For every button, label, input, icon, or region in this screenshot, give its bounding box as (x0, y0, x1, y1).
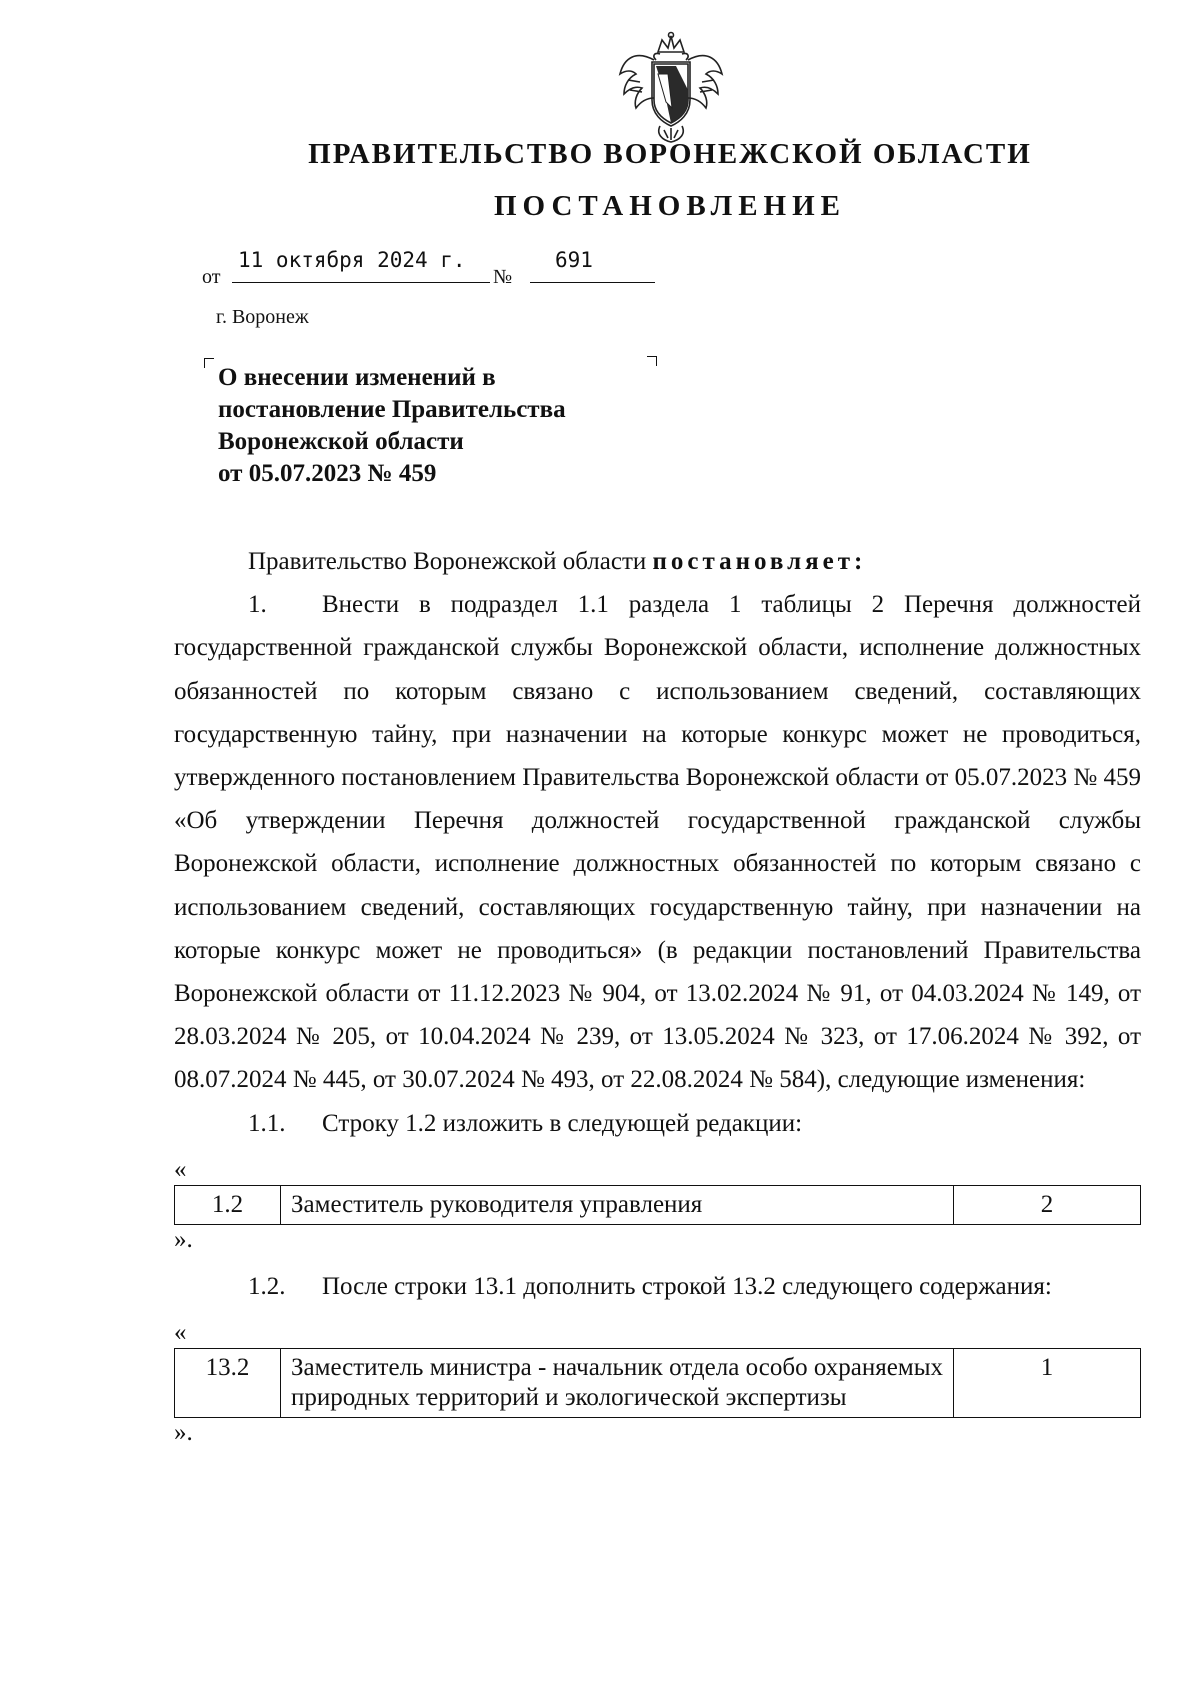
date-underline (232, 282, 490, 283)
number-underline (530, 282, 655, 283)
subject-line: О внесении изменений в (218, 364, 496, 391)
subject-line: постановление Правительства (218, 396, 566, 423)
table-1-close-quote: ». (174, 1225, 193, 1253)
table-row (175, 1185, 1141, 1224)
paragraph-1-2-number: 1.2. (248, 1272, 286, 1300)
table-2-open-quote: « (174, 1319, 187, 1347)
position-title-cell: Заместитель министра - начальник отдела особо охраняемых природных территорий и экологической экспертизы (281, 1349, 954, 1418)
position-count-cell: 1 (954, 1349, 1141, 1418)
document-type-title: ПОСТАНОВЛЕНИЕ (493, 190, 846, 222)
paragraph-1-2 (174, 1265, 1141, 1308)
date-prefix-label: от (202, 266, 221, 288)
coat-of-arms-emblem (616, 30, 726, 145)
row-number-cell: 13.2 (175, 1349, 281, 1418)
organization-title: ПРАВИТЕЛЬСТВО ВОРОНЕЖСКОЙ ОБЛАСТИ (308, 138, 1032, 170)
document-subject (218, 362, 658, 490)
paragraph-1 (174, 583, 1141, 1101)
document-date: 11 октября 2024 г. (238, 248, 466, 272)
document-number: 691 (555, 248, 593, 272)
table-2-close-quote: ». (174, 1419, 193, 1447)
row-number-cell: 1.2 (175, 1185, 281, 1224)
table-row (175, 1349, 1141, 1418)
subject-line: от 05.07.2023 № 459 (218, 460, 437, 487)
table-1-open-quote: « (174, 1155, 187, 1183)
city-label: г. Воронеж (216, 306, 309, 328)
paragraph-1-1-text: Строку 1.2 изложить в следующей редакции: (322, 1109, 803, 1137)
decree-keyword: постановляет: (652, 548, 867, 575)
paragraph-1-1-number: 1.1. (248, 1109, 286, 1137)
subject-line: Воронежской области (218, 428, 464, 455)
position-count-cell: 2 (954, 1185, 1141, 1224)
document-body (174, 540, 1141, 1448)
intro-paragraph (174, 540, 1141, 583)
number-prefix-label: № (493, 266, 513, 288)
paragraph-1-number: 1. (248, 591, 267, 619)
position-table-1 (174, 1185, 1141, 1225)
intro-text: Правительство Воронежской области (248, 548, 653, 575)
position-table-2 (174, 1348, 1141, 1418)
position-title-cell: Заместитель руководителя управления (281, 1185, 954, 1224)
subject-corner-left (204, 358, 214, 368)
paragraph-1-text: Внести в подраздел 1.1 раздела 1 таблицы 2 Перечня должностей государственной гражданской службы Воронежской области, исполнение должностных обязанностей по которым связано с использованием сведений, составляющих государственную тайну, при назначении на которые конкурс может не проводиться, утвержденного постановлением Правительства Воронежской области от 05.07.2023 № 459 «Об утверждении Перечня должностей государственной гражданской службы Воронежской области, исполнение должностных обязанностей по которым связано с использованием сведений, составляющих государственную тайну, при назначении на которые конкурс может не проводиться» (в редакции постановлений Правительства Воронежской области от 11.12.2023 № 904, от 13.02.2024 № 91, от 04.03.2024 № 149, от 28.03.2024 № 205, от 10.04.2024 № 239, от 13.05.2024 № 323, от 17.06.2024 № 392, от 08.07.2024 № 445, от 30.07.2024 № 493, от 22.08.2024 № 584), следующие изменения: (174, 591, 1141, 1094)
paragraph-1-2-text: После строки 13.1 дополнить строкой 13.2 следующего содержания: (322, 1272, 1052, 1300)
paragraph-1-1 (174, 1102, 1141, 1145)
